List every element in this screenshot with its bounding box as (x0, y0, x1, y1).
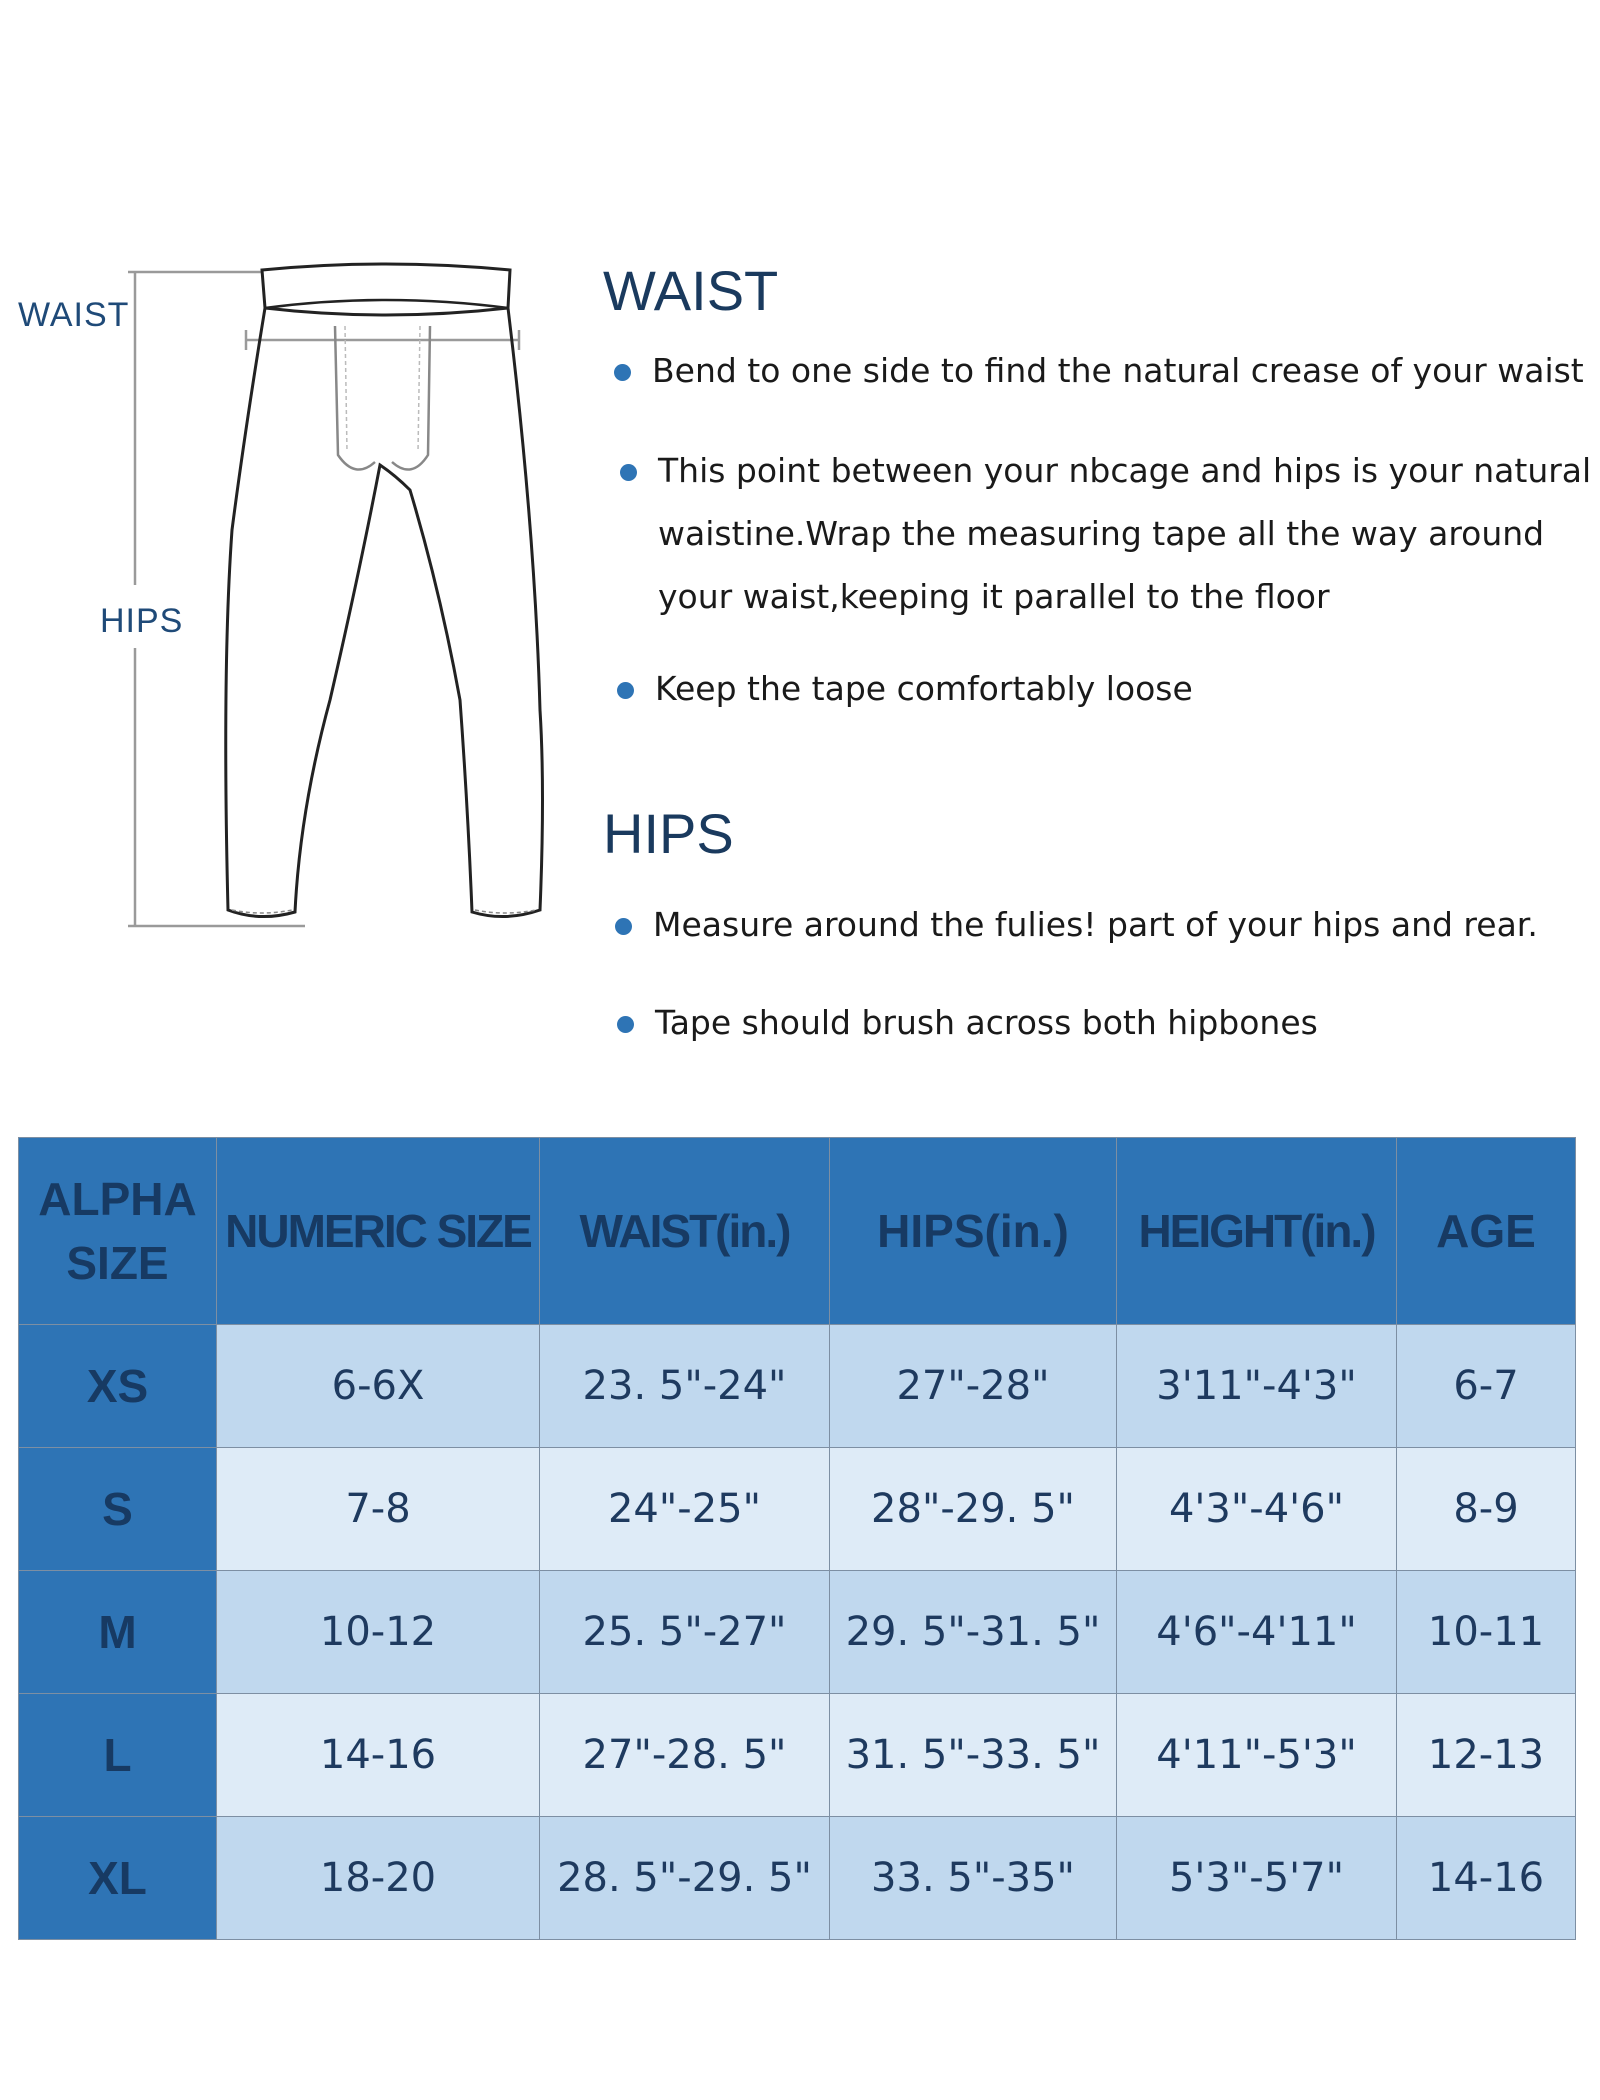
cell-age: 14-16 (1397, 1817, 1576, 1940)
table-row (19, 1448, 1576, 1571)
header-hips: HIPS(in.) (830, 1138, 1117, 1325)
cell-alpha: S (19, 1448, 217, 1571)
cell-hips: 27"-28" (830, 1325, 1117, 1448)
pants-illustration (0, 230, 600, 950)
cell-waist: 24"-25" (540, 1448, 830, 1571)
header-waist: WAIST(in.) (540, 1138, 830, 1325)
cell-waist: 23. 5"-24" (540, 1325, 830, 1448)
cell-height: 4'6"-4'11" (1117, 1571, 1397, 1694)
cell-height: 5'3"-5'7" (1117, 1817, 1397, 1940)
table-row (19, 1817, 1576, 1940)
fly-seam-right (392, 326, 430, 470)
cell-age: 6-7 (1397, 1325, 1576, 1448)
waist-section-title: WAIST (603, 259, 779, 322)
size-chart-table (18, 1137, 1576, 1940)
waist-bullet-2: This point between your nbcage and hips is your natural waistine.Wrap the measuring tape all the way around your waist,keeping it parallel to the floor (658, 439, 1591, 628)
cell-numeric: 14-16 (217, 1694, 540, 1817)
header-height: HEIGHT(in.) (1117, 1138, 1397, 1325)
cell-hips: 33. 5"-35" (830, 1817, 1117, 1940)
cell-alpha: XS (19, 1325, 217, 1448)
bullet-dot-icon (615, 918, 632, 935)
cell-alpha: M (19, 1571, 217, 1694)
cell-waist: 25. 5"-27" (540, 1571, 830, 1694)
waist-bullet-1: Bend to one side to find the natural crease of your waist (652, 339, 1584, 402)
cell-alpha: L (19, 1694, 217, 1817)
hips-section-title: HIPS (603, 802, 734, 865)
hips-dimension-label: HIPS (100, 602, 184, 640)
bullet-dot-icon (617, 682, 634, 699)
fly-seam-left (335, 326, 375, 470)
cell-numeric: 6-6X (217, 1325, 540, 1448)
cell-waist: 27"-28. 5" (540, 1694, 830, 1817)
cell-numeric: 7-8 (217, 1448, 540, 1571)
cell-hips: 28"-29. 5" (830, 1448, 1117, 1571)
bullet-dot-icon (617, 1016, 634, 1033)
cell-age: 12-13 (1397, 1694, 1576, 1817)
table-row (19, 1694, 1576, 1817)
cell-hips: 29. 5"-31. 5" (830, 1571, 1117, 1694)
cell-hips: 31. 5"-33. 5" (830, 1694, 1117, 1817)
cell-waist: 28. 5"-29. 5" (540, 1817, 830, 1940)
cell-alpha: XL (19, 1817, 217, 1940)
header-alpha-size: ALPHA SIZE (19, 1138, 217, 1325)
hips-bullet-2: Tape should brush across both hipbones (655, 991, 1318, 1054)
pants-outline (226, 308, 543, 917)
cell-numeric: 18-20 (217, 1817, 540, 1940)
header-age: AGE (1397, 1138, 1576, 1325)
pants-diagram (0, 230, 600, 950)
header-numeric-size: NUMERIC SIZE (217, 1138, 540, 1325)
cell-height: 3'11"-4'3" (1117, 1325, 1397, 1448)
waist-bullet-3: Keep the tape comfortably loose (655, 657, 1193, 720)
cell-height: 4'3"-4'6" (1117, 1448, 1397, 1571)
table-row (19, 1325, 1576, 1448)
waist-dimension-label: WAIST (18, 296, 130, 334)
cell-numeric: 10-12 (217, 1571, 540, 1694)
bullet-dot-icon (620, 464, 637, 481)
bullet-dot-icon (614, 364, 631, 381)
waistband (262, 264, 510, 315)
table-row (19, 1571, 1576, 1694)
cell-height: 4'11"-5'3" (1117, 1694, 1397, 1817)
table-header-row (19, 1138, 1576, 1325)
hips-bullet-1: Measure around the fulies! part of your hips and rear. (653, 893, 1538, 956)
cell-age: 10-11 (1397, 1571, 1576, 1694)
cell-age: 8-9 (1397, 1448, 1576, 1571)
